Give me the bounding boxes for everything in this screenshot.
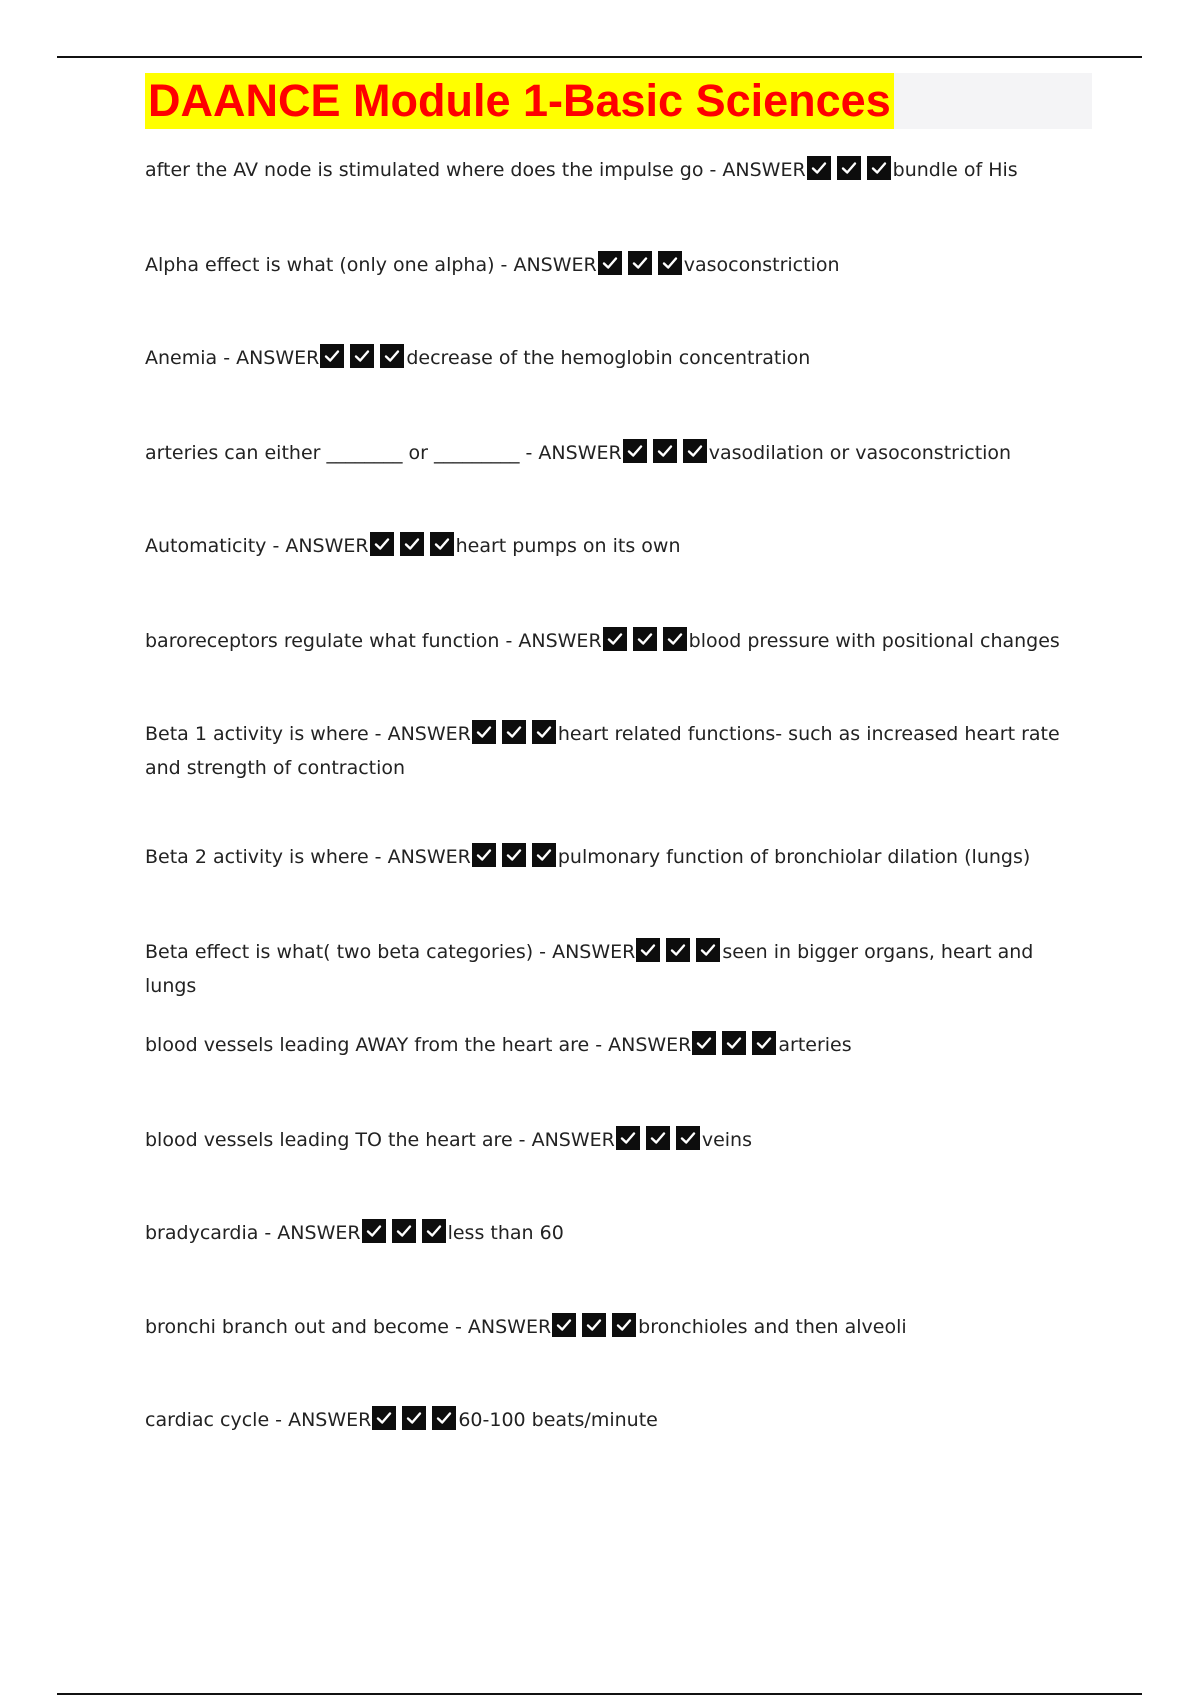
answer-text: pulmonary function of bronchiolar dilation (lungs) (557, 846, 1031, 868)
qa-item (145, 937, 1075, 1001)
question-text: bradycardia - ANSWER (145, 1222, 361, 1244)
question-text: Automaticity - ANSWER (145, 535, 369, 557)
check-mark-icon (475, 723, 493, 741)
check-box-icon (552, 1313, 576, 1337)
check-mark-icon (535, 723, 553, 741)
answer-marker (362, 1219, 447, 1252)
answer-marker (372, 1406, 457, 1439)
check-mark-icon (661, 254, 679, 272)
question-text: arteries can either ________ or _________ - ANSWER (145, 442, 622, 464)
question-text: Beta effect is what( two beta categories) - ANSWER (145, 941, 636, 963)
check-box-icon (380, 344, 404, 368)
answer-marker (603, 627, 688, 660)
qa-item (145, 626, 1075, 660)
check-mark-icon (323, 347, 341, 365)
answer-text: decrease of the hemoglobin concentration (406, 347, 811, 369)
qa-item (145, 1125, 1075, 1159)
check-box-icon (666, 938, 690, 962)
check-mark-icon (433, 535, 451, 553)
answer-text: blood pressure with positional changes (688, 630, 1060, 652)
qa-item (145, 155, 1075, 189)
question-text: baroreceptors regulate what function - ANSWER (145, 630, 602, 652)
answer-text: veins (701, 1129, 752, 1151)
check-mark-icon (619, 1129, 637, 1147)
check-mark-icon (755, 1034, 773, 1052)
check-mark-icon (725, 1034, 743, 1052)
check-mark-icon (669, 941, 687, 959)
top-rule (57, 56, 1142, 58)
check-mark-icon (601, 254, 619, 272)
check-box-icon (616, 1126, 640, 1150)
check-box-icon (432, 1406, 456, 1430)
check-mark-icon (649, 1129, 667, 1147)
question-text: cardiac cycle - ANSWER (145, 1409, 372, 1431)
check-box-icon (658, 251, 682, 275)
check-box-icon (612, 1313, 636, 1337)
check-mark-icon (636, 630, 654, 648)
check-box-icon (646, 1126, 670, 1150)
check-mark-icon (365, 1222, 383, 1240)
answer-text: less than 60 (447, 1222, 564, 1244)
check-mark-icon (505, 723, 523, 741)
check-box-icon (867, 156, 891, 180)
check-mark-icon (375, 1409, 393, 1427)
question-text: blood vessels leading TO the heart are - ANSWER (145, 1129, 615, 1151)
check-mark-icon (810, 159, 828, 177)
page-title: DAANCE Module 1-Basic Sciences (145, 73, 894, 129)
qa-item (145, 1405, 1075, 1439)
check-box-icon (722, 1031, 746, 1055)
question-text: Beta 1 activity is where - ANSWER (145, 723, 471, 745)
check-mark-icon (403, 535, 421, 553)
answer-marker (370, 532, 455, 565)
check-mark-icon (535, 846, 553, 864)
check-box-icon (402, 1406, 426, 1430)
check-mark-icon (475, 846, 493, 864)
check-mark-icon (395, 1222, 413, 1240)
answer-text: bronchioles and then alveoli (638, 1316, 907, 1338)
answer-marker (692, 1031, 777, 1064)
qa-item (145, 1030, 1075, 1064)
check-box-icon (696, 938, 720, 962)
answer-text: vasoconstriction (683, 254, 840, 276)
check-mark-icon (505, 846, 523, 864)
check-box-icon (837, 156, 861, 180)
check-mark-icon (699, 941, 717, 959)
question-text: blood vessels leading AWAY from the heart are - ANSWER (145, 1034, 692, 1056)
check-box-icon (603, 627, 627, 651)
check-mark-icon (405, 1409, 423, 1427)
check-box-icon (598, 251, 622, 275)
check-mark-icon (679, 1129, 697, 1147)
check-mark-icon (695, 1034, 713, 1052)
answer-text: bundle of His (892, 159, 1018, 181)
check-mark-icon (626, 442, 644, 460)
check-box-icon (320, 344, 344, 368)
check-box-icon (807, 156, 831, 180)
bottom-rule (57, 1693, 1142, 1695)
question-text: bronchi branch out and become - ANSWER (145, 1316, 552, 1338)
check-box-icon (372, 1406, 396, 1430)
check-mark-icon (383, 347, 401, 365)
answer-text: vasodilation or vasoconstriction (708, 442, 1012, 464)
answer-text: 60-100 beats/minute (458, 1409, 658, 1431)
answer-marker (616, 1126, 701, 1159)
answer-marker (552, 1313, 637, 1346)
answer-marker (598, 251, 683, 284)
qa-item (145, 343, 1075, 377)
qa-item (145, 1218, 1075, 1252)
check-box-icon (400, 532, 424, 556)
answer-text: heart related functions- such as increased heart rate and strength of contraction (145, 723, 1060, 779)
question-text: Beta 2 activity is where - ANSWER (145, 846, 471, 868)
check-mark-icon (585, 1316, 603, 1334)
check-box-icon (472, 843, 496, 867)
answer-text: seen in bigger organs, heart and lungs (145, 941, 1034, 997)
check-mark-icon (435, 1409, 453, 1427)
answer-text: arteries (778, 1034, 852, 1056)
check-box-icon (623, 439, 647, 463)
qa-item (145, 438, 1075, 472)
answer-marker (636, 938, 721, 971)
check-box-icon (628, 251, 652, 275)
check-box-icon (663, 627, 687, 651)
answer-text: heart pumps on its own (455, 535, 681, 557)
answer-marker (623, 439, 708, 472)
check-box-icon (472, 720, 496, 744)
check-mark-icon (373, 535, 391, 553)
check-box-icon (422, 1219, 446, 1243)
check-box-icon (362, 1219, 386, 1243)
check-box-icon (752, 1031, 776, 1055)
answer-marker (472, 720, 557, 753)
check-mark-icon (639, 941, 657, 959)
check-box-icon (502, 720, 526, 744)
check-box-icon (633, 627, 657, 651)
qa-item (145, 842, 1075, 876)
check-box-icon (676, 1126, 700, 1150)
check-mark-icon (606, 630, 624, 648)
check-box-icon (350, 344, 374, 368)
check-box-icon (532, 720, 556, 744)
check-mark-icon (631, 254, 649, 272)
check-box-icon (532, 843, 556, 867)
qa-item (145, 250, 1075, 284)
check-mark-icon (615, 1316, 633, 1334)
check-box-icon (636, 938, 660, 962)
check-box-icon (370, 532, 394, 556)
check-box-icon (653, 439, 677, 463)
check-box-icon (392, 1219, 416, 1243)
check-mark-icon (353, 347, 371, 365)
check-box-icon (692, 1031, 716, 1055)
check-mark-icon (840, 159, 858, 177)
answer-marker (807, 156, 892, 189)
answer-marker (320, 344, 405, 377)
check-box-icon (502, 843, 526, 867)
question-text: Anemia - ANSWER (145, 347, 320, 369)
check-box-icon (683, 439, 707, 463)
qa-item (145, 531, 1075, 565)
check-mark-icon (686, 442, 704, 460)
qa-item (145, 719, 1075, 783)
answer-marker (472, 843, 557, 876)
check-mark-icon (425, 1222, 443, 1240)
question-text: Alpha effect is what (only one alpha) - ANSWER (145, 254, 597, 276)
check-box-icon (430, 532, 454, 556)
check-mark-icon (870, 159, 888, 177)
qa-item (145, 1312, 1075, 1346)
check-box-icon (582, 1313, 606, 1337)
check-mark-icon (555, 1316, 573, 1334)
check-mark-icon (666, 630, 684, 648)
question-text: after the AV node is stimulated where does the impulse go - ANSWER (145, 159, 806, 181)
check-mark-icon (656, 442, 674, 460)
